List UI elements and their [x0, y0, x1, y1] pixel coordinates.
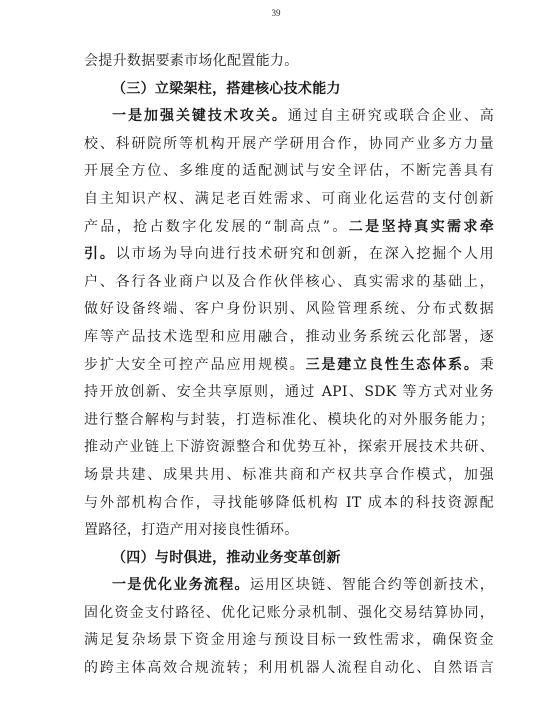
bold-lead: 二是坚持真实需求牵 — [348, 218, 494, 235]
bold-lead: 一是优化业务流程。 — [112, 577, 250, 594]
paragraph-line — [84, 214, 494, 242]
paragraph-line: 场景共建、成果共用、标准共商和产权共享合作模式，加强 — [84, 466, 494, 483]
section-heading-3: （三）立梁架柱，搭建核心技术能力 — [112, 80, 341, 97]
paragraph-line — [84, 241, 494, 269]
paragraph-line: 与外部机构合作，寻找能够降低机构 IT 成本的科技资源配 — [84, 494, 494, 511]
document-body — [84, 48, 494, 683]
bold-lead: 一是加强关键技术攻关。 — [112, 108, 288, 125]
paragraph-line: 满足复杂场景下资金用途与预设目标一致性需求，确保资金 — [84, 632, 494, 649]
paragraph-line — [84, 103, 494, 131]
paragraph-line: 库等产品技术选型和应用融合，推动业务系统云化部署，逐 — [84, 328, 494, 345]
page-number: 39 — [271, 8, 281, 18]
text-run: 步扩大安全可控产品应用规模。 — [84, 356, 306, 373]
text-run: 产品，抢占数字化发展的“制高点”。 — [84, 218, 349, 235]
section-heading-4: （四）与时俱进，推动业务变革创新 — [112, 549, 341, 566]
paragraph-line: 户、各行各业商户以及合作伙伴核心、真实需求的基础上， — [84, 273, 494, 290]
paragraph-line: 推动产业链上下游资源整合和优势互补，探索开展技术共研、 — [84, 439, 494, 456]
bold-lead: 三是建立良性生态体系。 — [305, 356, 480, 373]
bold-lead: 引。 — [84, 246, 116, 263]
paragraph-line: 的跨主体高效合规流转；利用机器人流程自动化、自然语言 — [84, 660, 494, 677]
paragraph-line: 会提升数据要素市场化配置能力。 — [84, 53, 299, 69]
text-run: 秉 — [479, 356, 494, 373]
text-run: 运用区块链、智能合约等创新技术， — [249, 577, 494, 594]
paragraph-line: 置路径，打造产用对接良性循环。 — [84, 522, 299, 539]
paragraph-line: 校、科研院所等机构开展产学研用合作，协同产业多方力量 — [84, 135, 494, 152]
paragraph-line: 持开放创新、安全共享原则，通过 API、SDK 等方式对业务 — [84, 384, 494, 401]
paragraph-line: 进行整合解构与封装，打造标准化、模块化的对外服务能力； — [84, 411, 494, 428]
paragraph-line: 做好设备终端、客户身份识别、风险管理系统、分布式数据 — [84, 301, 494, 318]
paragraph-line — [84, 352, 494, 380]
paragraph-line: 开展全方位、多维度的适配测试与安全评估，不断完善具有 — [84, 163, 494, 180]
paragraph-line: 自主知识产权、满足老百姓需求、可商业化运营的支付创新 — [84, 190, 494, 207]
paragraph-line — [84, 572, 494, 600]
text-run: 以市场为导向进行技术研究和创新，在深入挖掘个人用 — [115, 246, 494, 263]
paragraph-line: 固化资金支付路径、优化记账分录机制、强化交易结算协同， — [84, 604, 494, 621]
text-run: 通过自主研究或联合企业、高 — [287, 108, 494, 125]
